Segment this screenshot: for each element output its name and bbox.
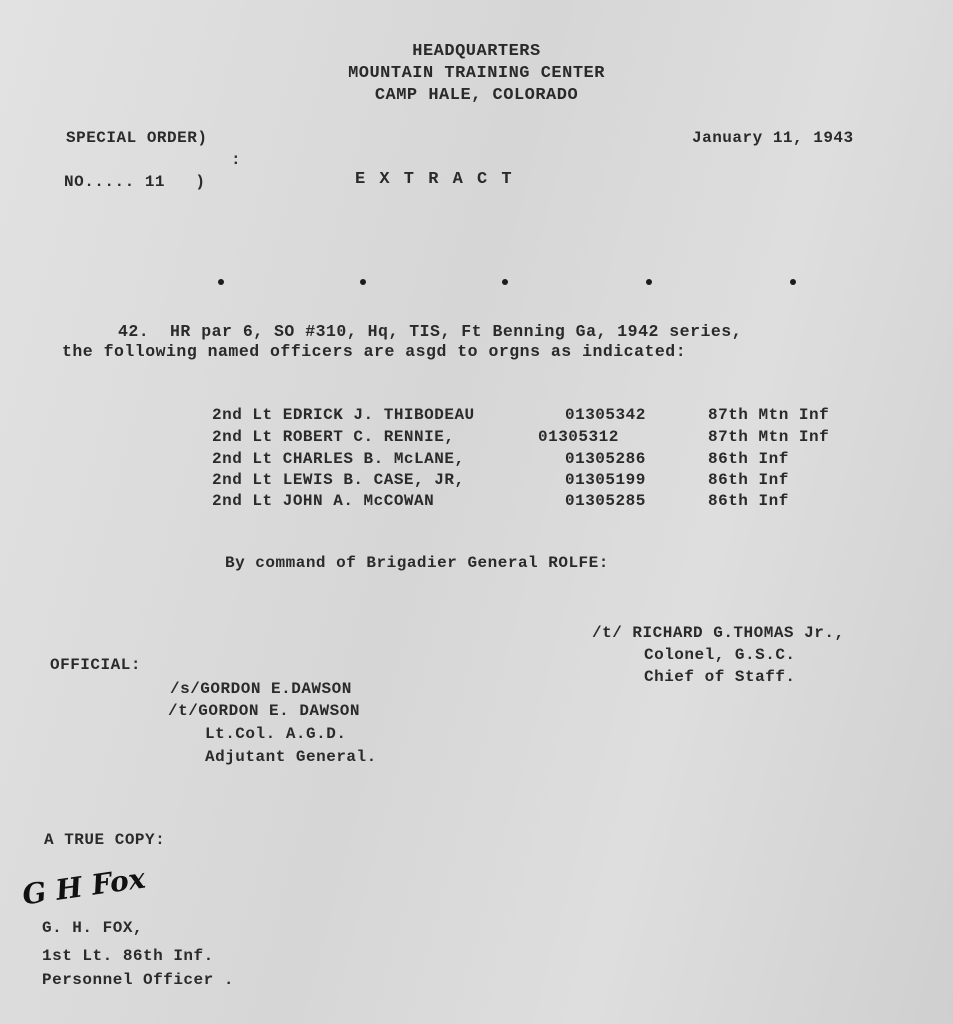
officer-unit: 87th Mtn Inf: [708, 406, 830, 424]
separator-dot: [218, 279, 224, 285]
command-line: By command of Brigadier General ROLFE:: [225, 554, 609, 572]
true-copy-label: A TRUE COPY:: [44, 831, 166, 849]
paragraph-line-2: the following named officers are asgd to orgns as indicated:: [62, 342, 687, 361]
separator-dot: [646, 279, 652, 285]
fox-name: G. H. FOX,: [42, 919, 144, 937]
separator-dot: [502, 279, 508, 285]
extract-title: E X T R A C T: [355, 170, 514, 189]
officer-name: 2nd Lt JOHN A. McCOWAN: [212, 492, 435, 510]
special-order-label: SPECIAL ORDER): [66, 129, 208, 147]
official-title: Adjutant General.: [205, 748, 377, 766]
officer-name: 2nd Lt CHARLES B. McLANE,: [212, 450, 465, 468]
chief-rank: Colonel, G.S.C.: [644, 646, 796, 664]
officer-unit: 87th Mtn Inf: [708, 428, 830, 446]
officer-unit: 86th Inf: [708, 492, 789, 510]
officer-serial: 01305312: [538, 428, 619, 446]
fox-rank: 1st Lt. 86th Inf.: [42, 947, 214, 965]
officer-unit: 86th Inf: [708, 471, 789, 489]
officer-serial: 01305342: [565, 406, 646, 424]
officer-serial: 01305199: [565, 471, 646, 489]
order-number: NO..... 11 ): [64, 173, 206, 191]
separator-dot: [360, 279, 366, 285]
separator-dot: [790, 279, 796, 285]
official-rank: Lt.Col. A.G.D.: [205, 725, 347, 743]
officer-name: 2nd Lt ROBERT C. RENNIE,: [212, 428, 455, 446]
handwritten-signature: [20, 861, 148, 912]
fox-title: Personnel Officer .: [42, 971, 234, 989]
signature-text: G H Fox: [20, 861, 148, 912]
officer-name: 2nd Lt EDRICK J. THIBODEAU: [212, 406, 475, 424]
header-line-2: MOUNTAIN TRAINING CENTER: [348, 64, 605, 83]
officer-serial: 01305285: [565, 492, 646, 510]
header-line-3: CAMP HALE, COLORADO: [374, 86, 579, 105]
order-colon: :: [231, 151, 242, 169]
official-label: OFFICIAL:: [50, 656, 141, 674]
officer-unit: 86th Inf: [708, 450, 789, 468]
header-line-1: HEADQUARTERS: [412, 42, 541, 61]
officer-name: 2nd Lt LEWIS B. CASE, JR,: [212, 471, 465, 489]
official-typed: /t/GORDON E. DAWSON: [168, 702, 360, 720]
chief-signature-line: /t/ RICHARD G.THOMAS Jr.,: [592, 624, 845, 642]
order-date: January 11, 1943: [692, 129, 854, 147]
paragraph-line-1: 42. HR par 6, SO #310, Hq, TIS, Ft Benning Ga, 1942 series,: [118, 322, 743, 341]
chief-title: Chief of Staff.: [644, 668, 796, 686]
official-signed: /s/GORDON E.DAWSON: [170, 680, 352, 698]
officer-serial: 01305286: [565, 450, 646, 468]
